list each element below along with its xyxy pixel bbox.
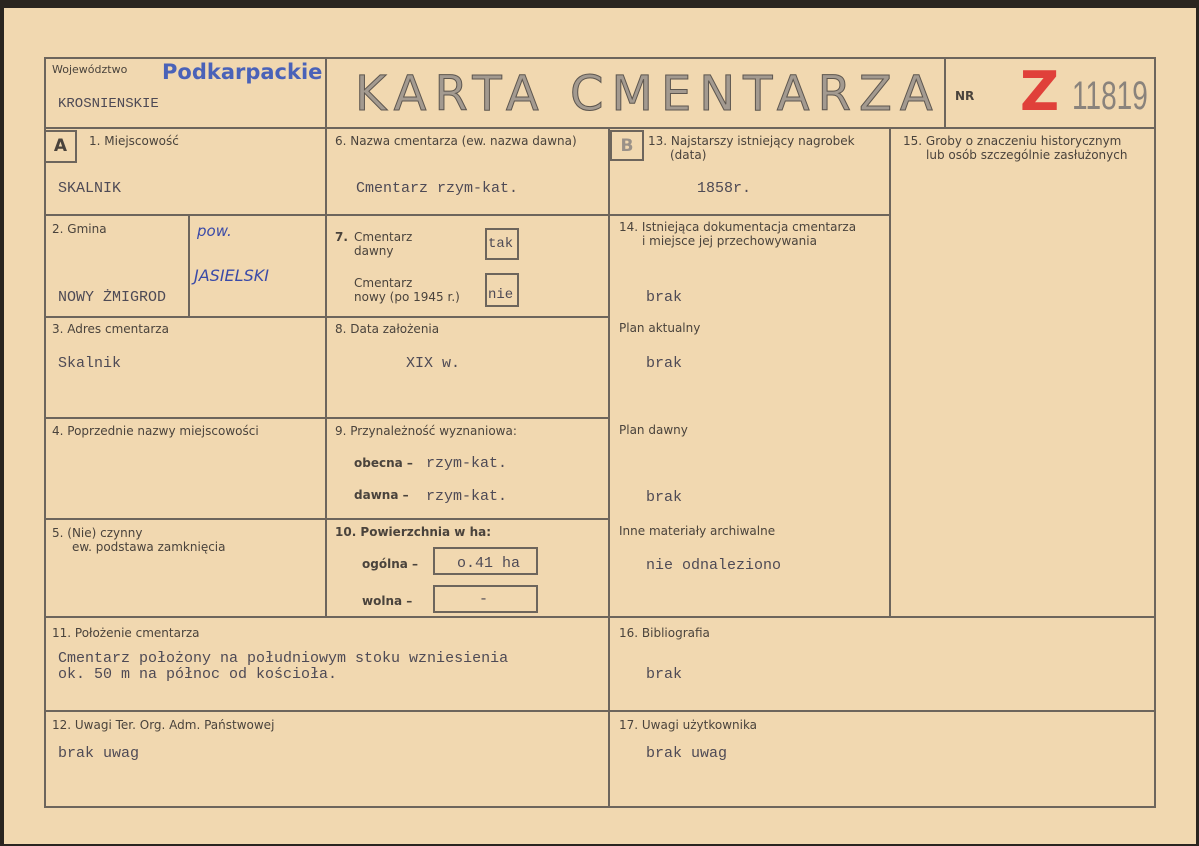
nr-prefix: Z (1020, 60, 1060, 123)
field-8-value: XIX w. (406, 355, 461, 372)
wojewodztwo-value: KROSNIENSKIE (58, 96, 159, 112)
field-13-value: 1858r. (697, 180, 752, 197)
field-5-label: 5. (Nie) czynny (52, 526, 143, 540)
obecna-label: obecna – (354, 456, 413, 470)
nr-value: 11819 (1072, 74, 1148, 118)
powiat-label: pow. (197, 222, 232, 240)
ogolna-value: o.41 ha (433, 547, 538, 575)
divider (325, 57, 327, 617)
field-16-label: 16. Bibliografia (619, 626, 710, 640)
field-11-value-line2: ok. 50 m na północ od kościoła. (58, 666, 338, 683)
field-9-label: 9. Przynależność wyznaniowa: (335, 424, 517, 438)
divider (44, 417, 610, 419)
plan-aktualny-value: brak (646, 355, 683, 372)
dawny-label: Cmentarz (354, 230, 413, 244)
field-13-sublabel: (data) (670, 148, 707, 162)
divider (608, 128, 610, 808)
wojewodztwo-stamp: Podkarpackie (162, 60, 323, 84)
field-14-value: brak (646, 289, 683, 306)
nowy-label: Cmentarz (354, 276, 413, 290)
field-11-value-line1: Cmentarz położony na południowym stoku wzniesienia (58, 650, 509, 667)
field-17-value: brak uwag (646, 745, 728, 762)
field-1-value: SKALNIK (58, 180, 122, 197)
divider (44, 518, 610, 520)
plan-dawny-value: brak (646, 489, 683, 506)
inne-materialy-label: Inne materiały archiwalne (619, 524, 776, 538)
field-6-label: 6. Nazwa cmentarza (ew. nazwa dawna) (335, 134, 577, 148)
field-14-sublabel: i miejsce jej przechowywania (642, 234, 817, 248)
divider (609, 214, 891, 216)
field-8-label: 8. Data założenia (335, 322, 440, 336)
field-15-label: 15. Groby o znaczeniu historycznym (903, 134, 1122, 148)
field-5-sublabel: ew. podstawa zamknięcia (72, 540, 226, 554)
dawna-label: dawna – (354, 488, 409, 502)
field-3-value: Skalnik (58, 355, 122, 372)
ogolna-label: ogólna – (362, 557, 419, 571)
inne-materialy-value: nie odnaleziono (646, 557, 782, 574)
field-1-label: 1. Miejscowość (89, 134, 179, 148)
divider (944, 57, 946, 128)
divider (889, 128, 891, 617)
divider (44, 616, 1156, 618)
field-14-label: 14. Istniejąca dokumentacja cmentarza (619, 220, 857, 234)
field-4-label: 4. Poprzednie nazwy miejscowości (52, 424, 259, 438)
field-12-label: 12. Uwagi Ter. Org. Adm. Państwowej (52, 718, 275, 732)
obecna-value: rzym-kat. (426, 455, 508, 472)
plan-aktualny-label: Plan aktualny (619, 321, 701, 335)
divider (44, 214, 610, 216)
section-a-letter: A (44, 130, 77, 163)
divider (188, 215, 190, 317)
wojewodztwo-label: Województwo (52, 63, 128, 76)
divider (44, 316, 610, 318)
field-3-label: 3. Adres cmentarza (52, 322, 169, 336)
nowy-checkbox: nie (485, 273, 519, 307)
field-13-label: 13. Najstarszy istniejący nagrobek (648, 134, 855, 148)
field-12-value: brak uwag (58, 745, 140, 762)
dawny-sublabel: dawny (354, 244, 394, 258)
field-10-label: 10. Powierzchnia w ha: (335, 525, 492, 539)
field-2-label: 2. Gmina (52, 222, 107, 236)
divider (44, 710, 1156, 712)
powiat-value: JASIELSKI (194, 266, 269, 285)
wolna-value: - (433, 585, 538, 613)
dawna-value: rzym-kat. (426, 488, 508, 505)
field-11-label: 11. Położenie cmentarza (52, 626, 200, 640)
dawny-checkbox: tak (485, 228, 519, 260)
field-7-label: 7. (335, 230, 348, 244)
nowy-sublabel: nowy (po 1945 r.) (354, 290, 460, 304)
divider (44, 127, 1156, 129)
field-17-label: 17. Uwagi użytkownika (619, 718, 758, 732)
card-title: KARTA CMENTARZA (355, 66, 941, 122)
wolna-label: wolna – (362, 594, 413, 608)
field-2-value: NOWY ŻMIGROD (58, 289, 167, 306)
field-16-value: brak (646, 666, 683, 683)
plan-dawny-label: Plan dawny (619, 423, 688, 437)
field-6-value: Cmentarz rzym-kat. (356, 180, 519, 197)
section-b-letter: B (610, 130, 644, 161)
field-15-sublabel: lub osób szczególnie zasłużonych (926, 148, 1128, 162)
nr-label: NR (955, 89, 975, 103)
